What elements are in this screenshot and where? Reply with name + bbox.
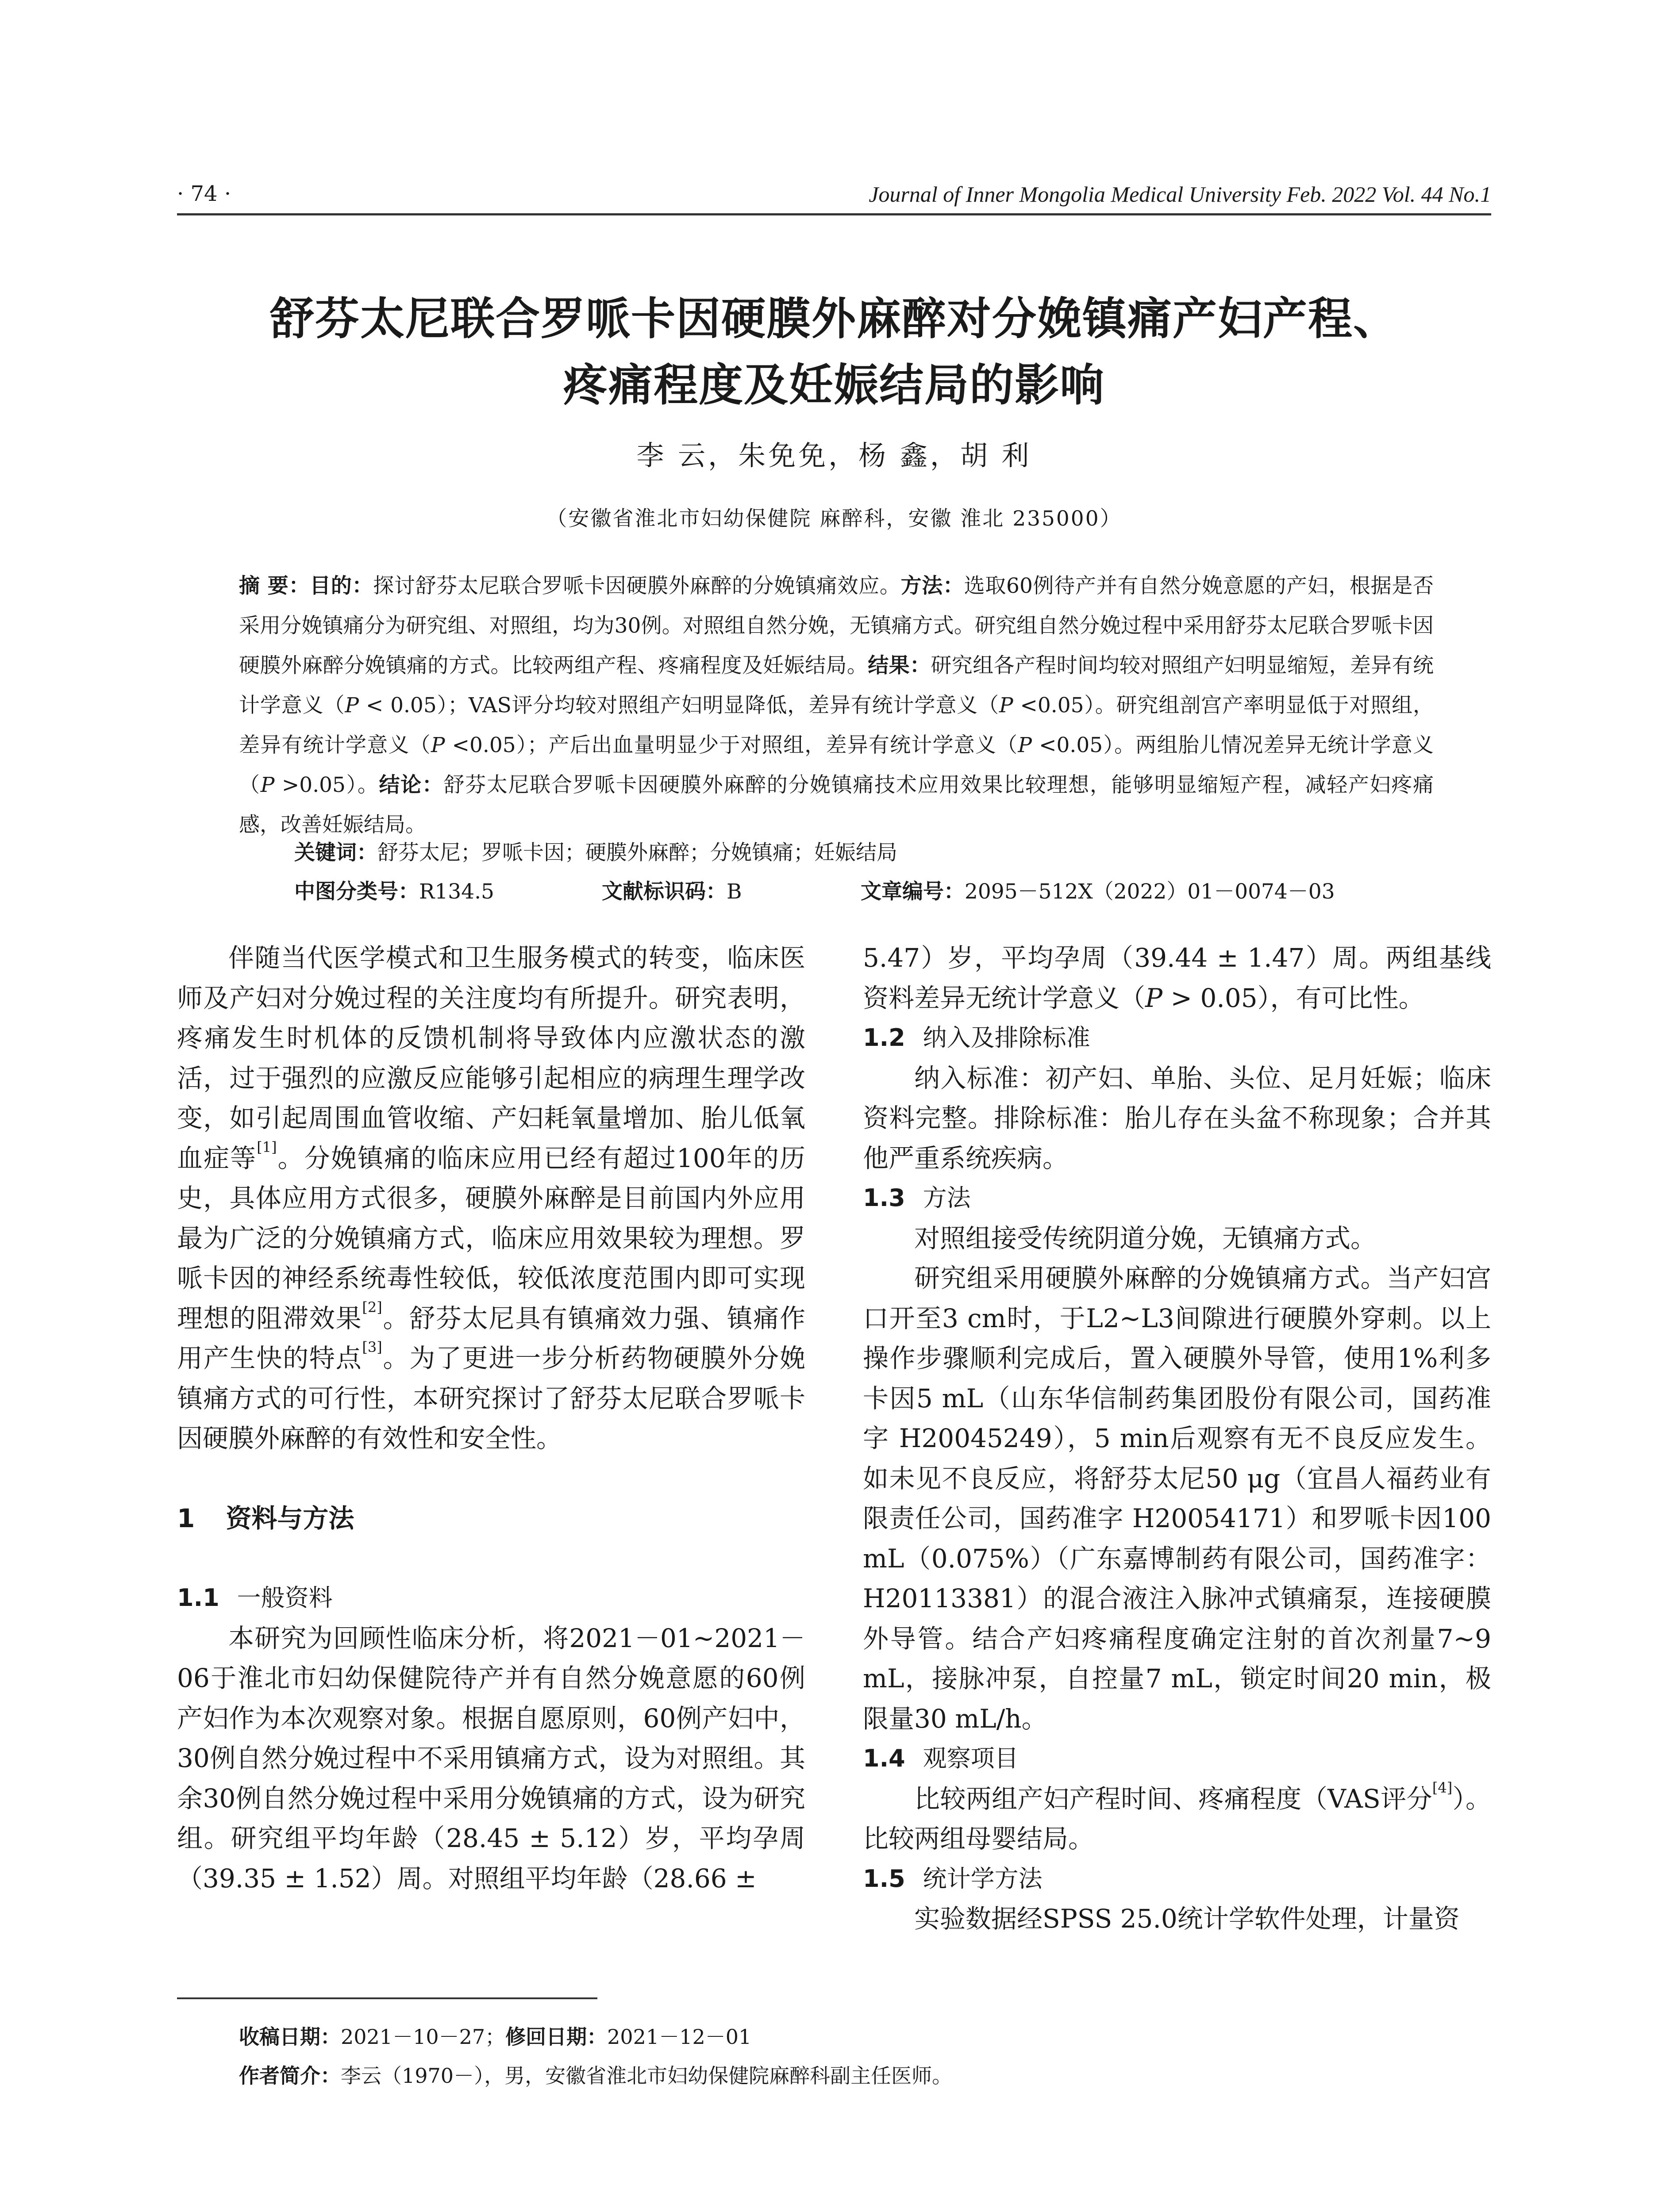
body-text: ）。比较两组母婴结局。 [863, 1783, 1491, 1854]
section-number: 1 [177, 1503, 195, 1533]
p-symbol: P [1145, 983, 1163, 1013]
results-label: 结果： [868, 653, 931, 678]
citation-ref: [2] [362, 1298, 382, 1316]
article-title-line-1: 舒芬太尼联合罗哌卡因硬膜外麻醉对分娩镇痛产妇产程、 [270, 293, 1398, 345]
methods-label: 方法： [900, 574, 964, 598]
revised-date: 2021－12－01 [607, 2025, 752, 2049]
footnote-author [239, 2060, 952, 2089]
body-paragraph [863, 938, 1491, 1018]
body-text: 5.47）岁，平均孕周（39.44 ± 1.47）周。两组基线资料差异无统计学意义（ [863, 943, 1491, 1013]
conclusion-text: 舒芬太尼联合罗哌卡因硬膜外麻醉的分娩镇痛技术应用效果比较理想，能够明显缩短产程，减轻产妇疼痛感，改善妊娠结局。 [239, 773, 1434, 837]
subsection-number: 1.5 [863, 1864, 905, 1893]
clc-value: R134.5 [419, 879, 494, 904]
running-header [177, 177, 1491, 215]
classification-line [294, 875, 1445, 906]
subsection-number: 1.2 [863, 1024, 905, 1052]
citation-ref: [4] [1432, 1779, 1453, 1796]
subsection-heading [863, 1178, 1491, 1218]
intro-text: 。为了更进一步分析药物硬膜外分娩镇痛方式的可行性，本研究探讨了舒芬太尼联合罗哌卡因硬膜外麻醉的有效性和安全性。 [177, 1343, 805, 1453]
page-number: · 74 · [177, 181, 231, 206]
footnote-divider [177, 1997, 597, 1999]
article-number [861, 875, 1335, 905]
authors: 李 云，朱免免，杨 鑫，胡 利 [636, 439, 1032, 472]
section-heading [177, 1498, 805, 1539]
results-text: <0.05）。研究组剖宫产率明显低于对照组，差异有统计学意义（ [239, 693, 1434, 757]
clc-code [294, 875, 494, 905]
body-paragraph: 本研究为回顾性临床分析，将2021－01~2021－06于淮北市妇幼保健院待产并有自然分娩意愿的60例产妇作为本次观察对象。根据自愿原则，60例产妇中，30例自然分娩过程中不采用镇痛方式，设为对照组。其余30例自然分娩过程中采用分娩镇痛的方式，设为研究组。研究组平均年龄（28.45 ± 5.12）岁，平均孕周（39.35 ± 1.52）周。对照组平均年龄（28.66 ± [177, 1623, 805, 1893]
article-value: 2095－512X（2022）01－0074－03 [965, 879, 1335, 904]
body-paragraph: 对照组接受传统阴道分娩，无镇痛方式。 [914, 1223, 1377, 1253]
intro-text: 。分娩镇痛的临床应用已经有超过100年的历史，具体应用方式很多，硬膜外麻醉是目前国内外应用最为广泛的分娩镇痛方式，临床应用效果较为理想。罗哌卡因的神经系统毒性较低，较低浓度范围内即可实现理想的阻滞效果 [177, 1143, 805, 1333]
results-text: < 0.05）；VAS评分均较对照组产妇明显降低，差异有统计学意义（ [359, 693, 1000, 718]
keywords-text: 舒芬太尼；罗哌卡因；硬膜外麻醉；分娩镇痛；妊娠结局 [377, 841, 897, 865]
p-symbol: P [431, 733, 445, 757]
body-paragraph: 研究组采用硬膜外麻醉的分娩镇痛方式。当产妇宫口开至3 cm时，于L2~L3间隙进行硬膜外穿刺。以上操作步骤顺利完成后，置入硬膜外导管，使用1%利多卡因5 mL（山东华信制药集团股份有限公司，国药准字 H20045249），5 min后观察有无不良反应发生。如未见不良反应，将舒芬太尼50 μg（宜昌人福药业有限责任公司，国药准字 H20054171）和罗哌卡因100 mL（0.075%）（广东嘉博制药有限公司，国药准字：H20113381）的混合液注入脉冲式镇痛泵，连接硬膜外导管。结合产妇疼痛程度确定注射的首次剂量7~9 mL，接脉冲泵，自控量7 mL，锁定时间20 min，极限量30 mL/h。 [863, 1263, 1491, 1734]
abstract [239, 566, 1434, 845]
body-paragraph [863, 1779, 1491, 1859]
subsection-heading [863, 1859, 1491, 1899]
intro-text: 伴随当代医学模式和卫生服务模式的转变，临床医师及产妇对分娩过程的关注度均有所提升。研究表明，疼痛发生时机体的反馈机制将导致体内应激状态的激活，过于强烈的应激反应能够引起相应的病理生理学改变，如引起周围血管收缩、产妇耗氧量增加、胎儿低氧血症等 [177, 943, 805, 1173]
journal-citation: Journal of Inner Mongolia Medical University Feb. 2022 Vol. 44 No.1 [869, 182, 1491, 207]
body-paragraph: 实验数据经SPSS 25.0统计学软件处理，计量资 [914, 1904, 1460, 1934]
doc-value: B [727, 879, 742, 904]
citation-ref: [3] [362, 1339, 382, 1356]
subsection-title: 纳入及排除标准 [923, 1024, 1090, 1052]
received-date: 2021－10－27； [341, 2025, 506, 2049]
intro-text: 。舒芬太尼具有镇痛效力强、镇痛作用产生快的特点 [177, 1303, 805, 1373]
doc-label: 文献标识码： [602, 879, 727, 904]
clc-label: 中图分类号： [294, 879, 419, 904]
revised-label: 修回日期： [505, 2025, 608, 2049]
citation-ref: [1] [257, 1138, 277, 1156]
subsection-title: 观察项目 [923, 1744, 1019, 1772]
abstract-label: 摘 要： [239, 574, 310, 598]
p-symbol: P [260, 773, 275, 797]
results-text: 研究组各产程时间均较对照组产妇明显缩短，差异有统计学意义（ [239, 653, 1434, 718]
subsection-heading [863, 1018, 1491, 1058]
results-text: <0.05）。两组胎儿情况差异无统计学意义（ [239, 733, 1434, 797]
intro-paragraph [177, 938, 805, 1459]
p-symbol: P [345, 693, 359, 718]
subsection-number: 1.3 [863, 1184, 905, 1212]
p-symbol: P [999, 693, 1013, 718]
subsection-number: 1.1 [177, 1584, 219, 1612]
subsection-number: 1.4 [863, 1744, 905, 1772]
section-title: 资料与方法 [226, 1503, 354, 1533]
conclusion-label: 结论： [379, 773, 444, 797]
methods-text: 选取60例待产并有自然分娩意愿的产妇，根据是否采用分娩镇痛分为研究组、对照组，均为30例。对照组自然分娩，无镇痛方式。研究组自然分娩过程中采用舒芬太尼联合罗哌卡因硬膜外麻醉分娩镇痛的方式。比较两组产程、疼痛程度及妊娠结局。 [239, 574, 1434, 678]
author-bio-label: 作者简介： [239, 2064, 341, 2088]
objective-label: 目的： [310, 574, 373, 598]
subsection-title: 一般资料 [237, 1584, 333, 1612]
footnote-dates [239, 2021, 751, 2050]
received-label: 收稿日期： [239, 2025, 341, 2049]
results-text: <0.05）；产后出血量明显少于对照组，差异有统计学意义（ [445, 733, 1018, 757]
affiliation: （安徽省淮北市妇幼保健院 麻醉科，安徽 淮北 235000） [546, 507, 1122, 531]
author-bio: 李云（1970－），男，安徽省淮北市妇幼保健院麻醉科副主任医师。 [341, 2064, 953, 2088]
p-symbol: P [1018, 733, 1032, 757]
objective-text: 探讨舒芬太尼联合罗哌卡因硬膜外麻醉的分娩镇痛效应。 [373, 574, 901, 598]
keywords [294, 836, 897, 866]
keywords-label: 关键词： [294, 841, 377, 865]
subsection-heading [177, 1578, 805, 1618]
subsection-title: 统计学方法 [923, 1864, 1043, 1893]
subsection-title: 方法 [923, 1184, 971, 1212]
article-label: 文章编号： [861, 879, 965, 904]
subsection-heading [863, 1739, 1491, 1779]
left-column [177, 938, 805, 1898]
results-text: >0.05）。 [274, 773, 379, 797]
body-text: 比较两组产妇产程时间、疼痛程度（VAS评分 [914, 1783, 1432, 1814]
body-text: > 0.05），有可比性。 [1162, 983, 1424, 1013]
body-paragraph: 纳入标准：初产妇、单胎、头位、足月妊娠；临床资料完整。排除标准：胎儿存在头盆不称现象；合并其他严重系统疾病。 [863, 1063, 1491, 1173]
article-title-line-2: 疼痛程度及妊娠结局的影响 [563, 359, 1105, 411]
doc-code [602, 875, 742, 905]
right-column [863, 938, 1491, 1939]
